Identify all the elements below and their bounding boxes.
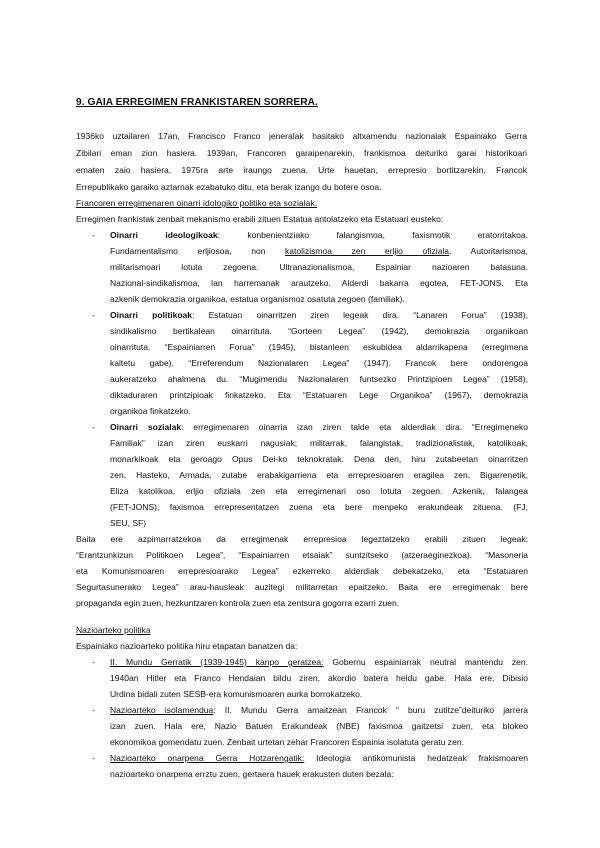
item-text: : konbenientziako falangismoa, faxismotik eratorritakoa. [217, 230, 528, 240]
closing-line: eta Komunismoaren errepresioarako Legea” ezkerreko alderdiak debekatzeko, eta “Estatuaren [76, 566, 528, 576]
list-dash: - [92, 310, 95, 320]
closing-line: propaganda egin zuen, hezkuntzaren kontrola zuen eta zentsura gogorra ezarri zuen. [76, 598, 400, 608]
item-line: (FET-JONS), faxismoa errepresentatzen zuena eta bere menpeko erakundeak zituena. (FJ, [110, 502, 528, 512]
intro-line: Errepublikako garaiko aztarnak ezabatuko ditu, eta berak izango du botere osoa. [76, 182, 382, 192]
item-line: aukeratzeko ahalmena du. “Mugimendu Nazionalaren funtsezko Printzipioen Legea” (1958), [110, 374, 528, 384]
intro-line: ematen zaio hasiera, 1975ra arte iraungo zuena. Urte hauetan, errepresio bortitzarekin, Francok [76, 165, 527, 175]
item-line: SEU, SF) [110, 518, 147, 528]
item-text: : erregimenaren oinarria izan ziren talde eta alderdiak dira. “Erregimeneko [181, 422, 528, 432]
closing-line: Baita ere azpimarratzekoa da erregimenak errepresioa legeztatzeko erabili zituen legeak: [76, 534, 528, 544]
page-title: 9. GAIA ERREGIMEN FRANKISTAREN SORRERA. [76, 97, 318, 108]
closing-line: “Erantzunkizun Politikoen Legea”, “Espainiarren etsaiak” suntzitseko (atzeraeginezkoa). “Masoneria [76, 550, 528, 560]
closing-line: Segurtasunerako Legea” arau-hausleak auzitegi militarretan epaitzeko. Baita ere erregimenak bere [76, 582, 528, 592]
item-line: ekonomikoa gomendatu zuen. Zenbait urtetan zehar Francoren Espainia isolatuta geratu zen. [110, 737, 464, 747]
item-line [110, 246, 528, 257]
item-line: sindikalismo bertikalean oinarrituta. “Gorteen Legea” (1942), demokrazia organikoan [110, 326, 528, 336]
section-lead: Erregimen frankistak zenbait mekanismo erabili zituen Estatua antolatzeko eta Estatuari eusteko: [76, 214, 444, 224]
section-heading-oinarriak: Francoren erregimenaren oinarri idologiko politiko eta sozialak. [76, 198, 318, 208]
item-line: kaltetu gabe). “Erreferendum Nazionalaren Legea” (1947). Francok bere ondorengoa [110, 358, 528, 368]
list-dash: - [92, 230, 95, 240]
item-line: zen. Hasteko, Armada, zutabe erabakigarriena eta errepresioaren eragilea zen. Bigarrenetik, [110, 470, 528, 480]
item-line: diktaduraren printzipioak finkatzeko. Eta “Estatuaren Lege Organikoa” (1967), demokrazia [110, 390, 528, 400]
item-line: oinarrituta. “Espainiarren Forua” (1945), bistanleen eskubidea aldarrikapena (erregimena [110, 342, 528, 352]
item-line: Urdina bidali zuten SESB-era komunismoaren aurka borrokatzeko. [110, 689, 363, 699]
list-item-ideologikoak [110, 230, 528, 241]
list-item-onarpena [110, 753, 528, 764]
item-label: Nazioarteko isolamendua [110, 705, 214, 715]
list-item-sozialak [110, 422, 528, 433]
item-line: Nazional-sindikalismoa, lan harremanak arautzeko. Alderdi bakarra egotea, FET-JONS. Eta [110, 278, 528, 288]
section-lead: Espainiako nazioarteko politika hiru etapatan banatzen da: [76, 641, 298, 651]
list-dash: - [92, 657, 95, 667]
list-dash: - [92, 422, 95, 432]
list-dash: - [92, 705, 95, 715]
item-line: 1940an Hitler eta Franco Hendaian bildu ziren, akordio batera heldu gabe. Hala ere, Dibisio [110, 673, 528, 683]
item-line: nazioarteko onarpena errztu zuen, gertaera hauek erakusten duten bezala: [110, 769, 394, 779]
item-text: Gobernu espainiarrak neutral mantendu zen. [323, 657, 529, 667]
item-underline-text: katolizismoa zen erljio ofiziala [285, 246, 450, 256]
list-dash: - [92, 753, 95, 763]
item-text: : Estatuan oinarritzen ziren legeak dira. “Lanaren Forua” (1938), [192, 310, 528, 320]
item-line: militarismoari lotuta zegoena. Ultranazionalismoa, Espainiar nazioaren batasuna. [110, 262, 528, 272]
item-line: monarkikoak eta geroago Opus Dei-ko teknokratak. Dena den, hiru zutabeetan oinarritzen [110, 454, 528, 464]
item-text: . Autoritarismoa, [449, 246, 528, 256]
list-item-gerra [110, 657, 528, 668]
intro-line: Zibilari eman zion hasiera. 1939an, Francoren garaipenarekin, frankismoa deituriko garai historikoari [76, 148, 527, 158]
item-label: II. Mundu Gerratik (1939-1945) kanpo geratzea: [110, 657, 324, 667]
item-text: : II. Mundu Gerra amaitzean Francok “ buru zutitze”deituriko jarrera [213, 705, 528, 715]
item-label: Nazioarteko onarpena Gerra Hotzarengatik: [110, 753, 305, 763]
item-line: Familiak” izan ziren euskarri nagusiak; militarrak, falangistak, tradizionalistak, katolikoak, [110, 438, 528, 448]
item-line: organikoa finkatzeko. [110, 406, 191, 416]
item-label: Oinarri ideologikoak [110, 230, 218, 240]
item-line: azkenik demokrazia organikoa, estatua organismoz osatuta zegoen (familiak). [110, 294, 406, 304]
item-line: Eliza katolikoa, erljio ofiziala zen eta erregimenari oso lotuta zegoen. Azkenik, falangea [110, 486, 528, 496]
list-item-politikoak [110, 310, 528, 321]
item-text: Ideologia antikomunista hedatzeak frakismoaren [304, 753, 529, 763]
item-label: Oinarri sozialak [110, 422, 182, 432]
list-item-isolamendua [110, 705, 528, 716]
item-label: Oinarri politikoak [110, 310, 193, 320]
intro-line: 1936ko uztailaren 17an, Francisco Franco jeneralak hasitako altxamendu nazionalak Espainiako Gerra [76, 131, 527, 141]
item-text: Fundamentalismo erljiosoa, non [110, 246, 285, 256]
item-line: izan zuen. Hala ere, Nazio Batuen Erakundeak (NBE) faxismoa gaitzetsi zuen, eta blokeo [110, 721, 528, 731]
section-heading-nazioartekoa: Nazioarteko politika [76, 625, 151, 635]
